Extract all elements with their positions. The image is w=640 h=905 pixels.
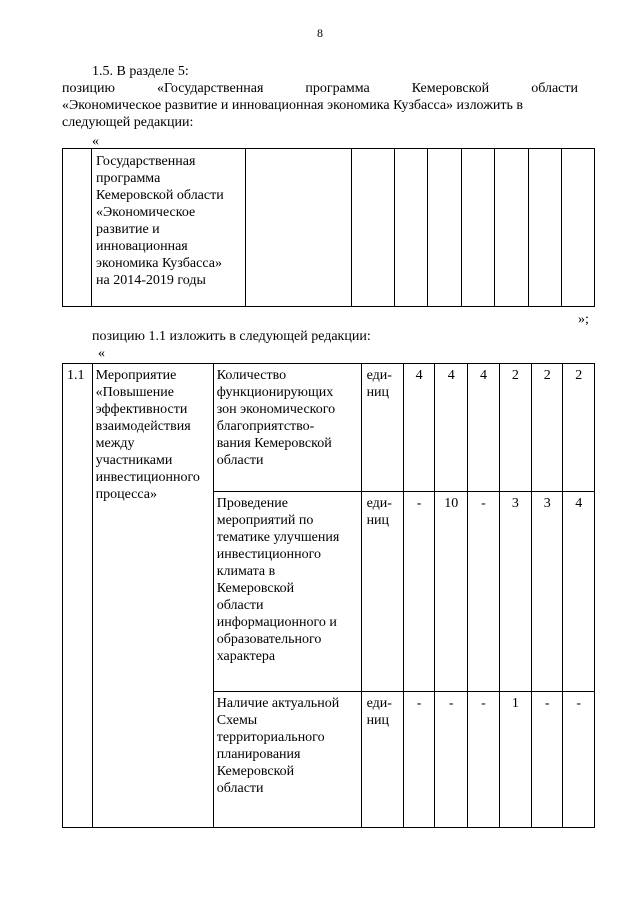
- program-table: [62, 148, 595, 307]
- indicator-cell: [213, 492, 361, 692]
- indicator-line: планирования: [216, 747, 301, 762]
- value-cell: 2: [499, 364, 531, 492]
- program-name-cell: [92, 149, 246, 307]
- indicator-line: Схемы: [216, 713, 258, 728]
- program-value-cell: [495, 149, 529, 307]
- event-name-line: Мероприятие: [95, 368, 177, 383]
- page-number: 8: [317, 26, 323, 40]
- indicator-cell: [213, 364, 361, 492]
- indicator-line: Кемеровской: [216, 764, 295, 779]
- indicator-line: благоприятство-: [216, 419, 315, 434]
- unit-line: еди-: [366, 696, 392, 711]
- program-name-line: «Экономическое: [96, 205, 196, 220]
- program-name-line: Государственная: [96, 154, 196, 169]
- value-cell: 4: [468, 364, 499, 492]
- value-cell: 1: [499, 692, 531, 828]
- quote-open-1: «: [92, 134, 99, 149]
- indicator-line: территориального: [216, 730, 325, 745]
- intro-line-2: позицию «Государственная программа Кемеровской области: [62, 81, 578, 96]
- event-name-line: «Повышение: [95, 385, 174, 400]
- program-value-cell: [462, 149, 495, 307]
- intro-line-1: 1.5. В разделе 5:: [92, 64, 189, 79]
- indicator-line: вания Кемеровской: [216, 436, 332, 451]
- program-name-line: программа: [96, 171, 161, 186]
- unit-line: еди-: [366, 368, 392, 383]
- value-cell: 2: [563, 364, 595, 492]
- program-name-line: на 2014-2019 годы: [96, 273, 206, 288]
- indicator-line: области: [216, 598, 264, 613]
- value-cell: -: [468, 492, 499, 692]
- value-cell: 3: [532, 492, 563, 692]
- unit-cell: [361, 692, 403, 828]
- event-name-line: участниками: [95, 453, 173, 468]
- program-unit-cell: [352, 149, 395, 307]
- unit-line: еди-: [366, 496, 392, 511]
- unit-cell: [361, 492, 403, 692]
- value-cell: -: [563, 692, 595, 828]
- intro-line-3: «Экономическое развитие и инновационная экономика Кузбасса» изложить в: [62, 98, 523, 113]
- indicator-line: тематике улучшения: [216, 530, 340, 545]
- indicator-line: области: [216, 781, 264, 796]
- indicator-line: образовательного: [216, 632, 322, 647]
- value-cell: 4: [435, 364, 468, 492]
- program-value-cell: [428, 149, 462, 307]
- value-cell: 4: [563, 492, 595, 692]
- program-name-line: Кемеровской области: [96, 188, 224, 203]
- program-name-line: экономика Кузбасса»: [96, 256, 222, 271]
- section2-text: позицию 1.1 изложить в следующей редакции:: [92, 329, 371, 344]
- program-name-line: инновационная: [96, 239, 188, 254]
- event-name-line: взаимодействия: [95, 419, 191, 434]
- event-index-cell: [63, 364, 93, 828]
- indicator-line: Проведение: [216, 496, 288, 511]
- unit-cell: [361, 364, 403, 492]
- indicator-line: Количество: [216, 368, 287, 383]
- indicator-line: функционирующих: [216, 385, 334, 400]
- indicator-line: мероприятий по: [216, 513, 314, 528]
- program-indicator-cell: [246, 149, 352, 307]
- value-cell: -: [435, 692, 468, 828]
- value-cell: 3: [499, 492, 531, 692]
- event-name-line: инвестиционного: [95, 470, 200, 485]
- program-value-cell: [529, 149, 562, 307]
- indicator-line: информационного и: [216, 615, 337, 630]
- intro-line-4: следующей редакции:: [62, 115, 194, 130]
- unit-line: ниц: [366, 513, 390, 528]
- indicator-line: Кемеровской: [216, 581, 295, 596]
- event-name-line: между: [95, 436, 135, 451]
- quote-open-2: «: [98, 346, 105, 361]
- value-cell: 10: [435, 492, 468, 692]
- indicator-line: области: [216, 453, 264, 468]
- program-value-cell: [395, 149, 428, 307]
- value-cell: 4: [403, 364, 434, 492]
- value-cell: -: [403, 692, 434, 828]
- value-cell: -: [468, 692, 499, 828]
- unit-line: ниц: [366, 713, 390, 728]
- unit-line: ниц: [366, 385, 390, 400]
- event-table: [62, 363, 595, 828]
- program-name-line: развитие и: [96, 222, 160, 237]
- indicator-line: инвестиционного: [216, 547, 321, 562]
- indicator-line: климата в: [216, 564, 276, 579]
- program-index-cell: [63, 149, 92, 307]
- indicator-line: зон экономического: [216, 402, 336, 417]
- indicator-line: характера: [216, 649, 276, 664]
- event-index: 1.1: [67, 368, 85, 383]
- indicator-cell: [213, 692, 361, 828]
- quote-close-1: »;: [578, 312, 589, 327]
- event-name-line: эффективности: [95, 402, 188, 417]
- indicator-line: Наличие актуальной: [216, 696, 340, 711]
- value-cell: 2: [532, 364, 563, 492]
- event-name-cell: [92, 364, 213, 828]
- program-value-cell: [562, 149, 595, 307]
- event-name-line: процесса»: [95, 487, 157, 502]
- value-cell: -: [532, 692, 563, 828]
- value-cell: -: [403, 492, 434, 692]
